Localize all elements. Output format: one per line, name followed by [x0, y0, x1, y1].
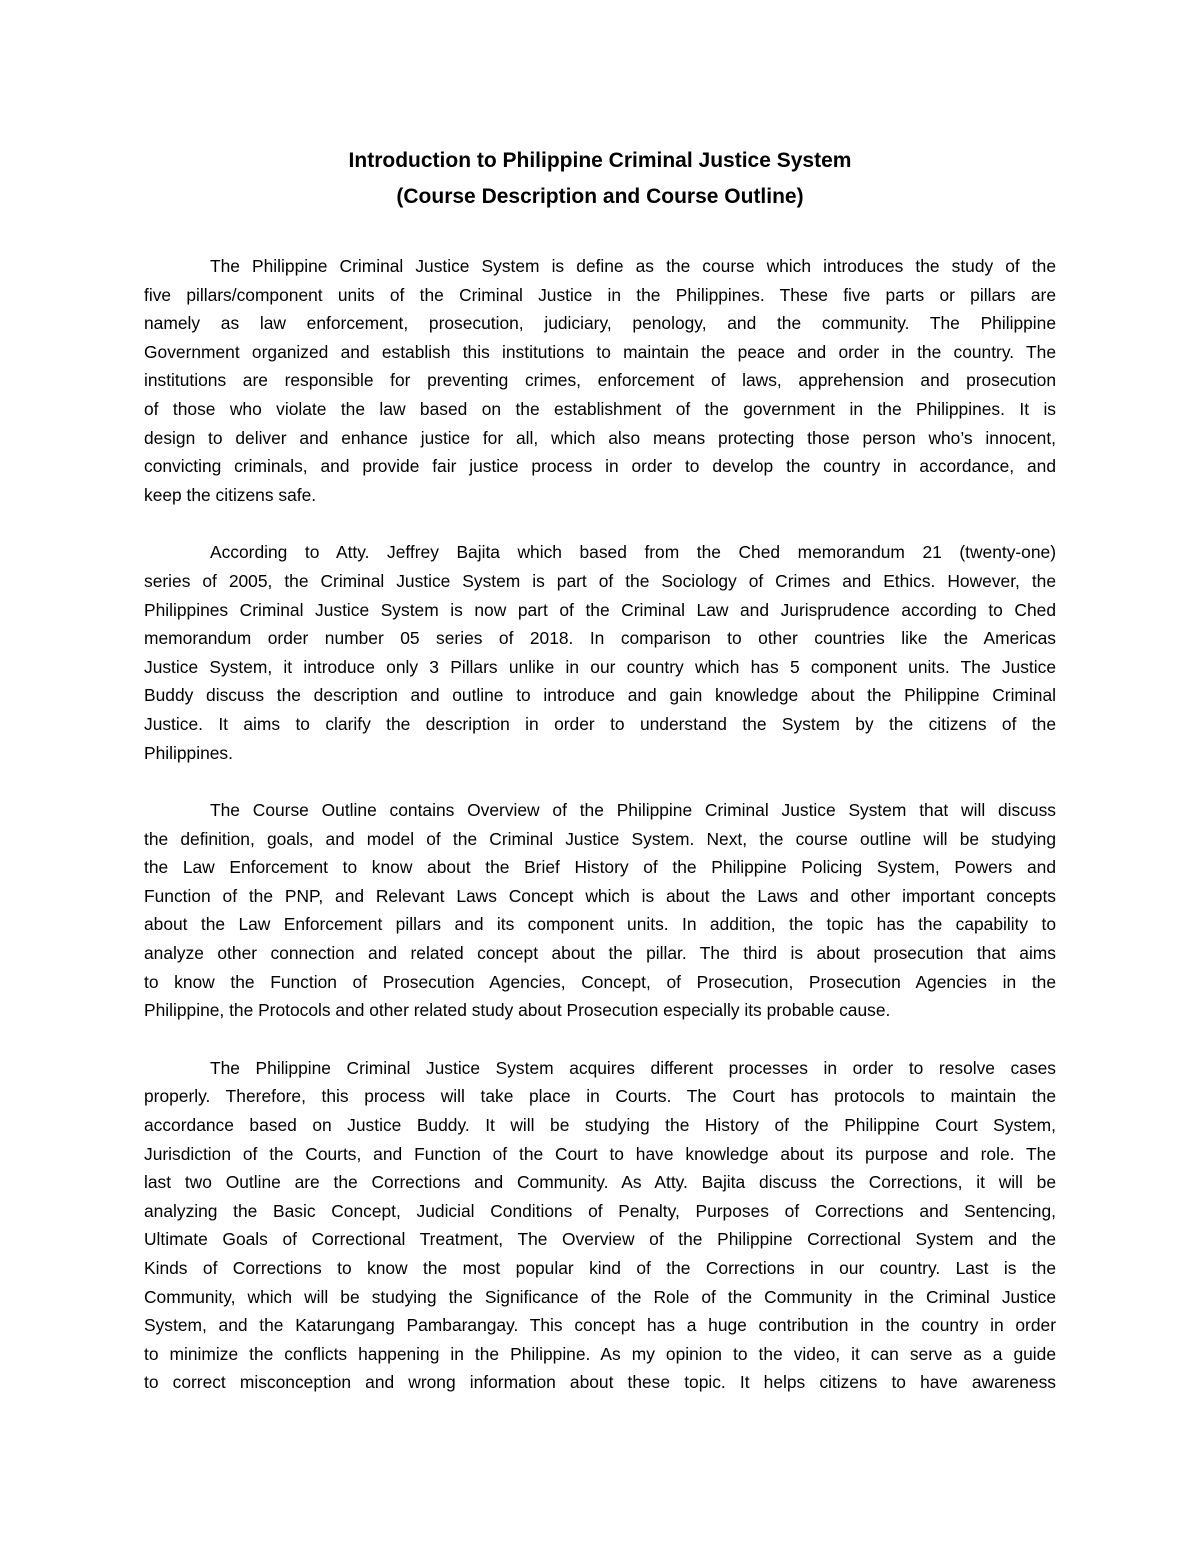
document-title: Introduction to Philippine Criminal Justice System — [348, 149, 852, 172]
paragraph-4 — [144, 1054, 1056, 1397]
document-subtitle: (Course Description and Course Outline) — [396, 185, 804, 208]
paragraph-line: convicting criminals, and provide fair justice process in order to develop the country in accordance, and — [144, 456, 1056, 477]
paragraph-3 — [144, 796, 1056, 1025]
paragraph-line: five pillars/component units of the Criminal Justice in the Philippines. These five parts or pillars are — [144, 284, 1056, 305]
paragraph-line: to correct misconception and wrong information about these topic. It helps citizens to have awareness — [144, 1372, 1056, 1393]
paragraph-line: Justice System, it introduce only 3 Pillars unlike in our country which has 5 component units. The Justice — [144, 656, 1056, 677]
paragraph-1 — [144, 252, 1056, 509]
paragraph-line: According to Atty. Jeffrey Bajita which based from the Ched memorandum 21 (twenty-one) — [210, 542, 1056, 563]
paragraph-line: Ultimate Goals of Correctional Treatment, The Overview of the Philippine Correctional System and the — [144, 1229, 1056, 1250]
paragraph-line: Jurisdiction of the Courts, and Function of the Court to have knowledge about its purpose and role. The — [144, 1143, 1056, 1164]
paragraph-line: the definition, goals, and model of the Criminal Justice System. Next, the course outline will be studying — [144, 828, 1056, 849]
paragraph-line: of those who violate the law based on the establishment of the government in the Philippines. It is — [144, 398, 1056, 419]
paragraph-line: design to deliver and enhance justice for all, which also means protecting those person who’s innocent, — [144, 427, 1056, 448]
paragraph-line: last two Outline are the Corrections and Community. As Atty. Bajita discuss the Corrections, it will be — [144, 1172, 1056, 1193]
paragraph-line: System, and the Katarungang Pambarangay. This concept has a huge contribution in the country in order — [144, 1315, 1056, 1336]
paragraph-line: Justice. It aims to clarify the description in order to understand the System by the citizens of the — [144, 713, 1056, 734]
paragraph-line: namely as law enforcement, prosecution, judiciary, penology, and the community. The Philippine — [144, 313, 1056, 334]
paragraph-line: memorandum order number 05 series of 2018. In comparison to other countries like the Americas — [144, 628, 1056, 649]
paragraph-line: Philippines. — [144, 742, 233, 763]
paragraph-line: Function of the PNP, and Relevant Laws Concept which is about the Laws and other important concepts — [144, 885, 1056, 906]
paragraph-line: analyzing the Basic Concept, Judicial Conditions of Penalty, Purposes of Corrections and Sentencing, — [144, 1200, 1056, 1221]
paragraph-2 — [144, 538, 1056, 767]
paragraph-line: The Philippine Criminal Justice System is define as the course which introduces the study of the — [210, 256, 1056, 276]
paragraph-line: the Law Enforcement to know about the Brief History of the Philippine Policing System, Powers and — [144, 857, 1056, 878]
paragraph-line: to know the Function of Prosecution Agencies, Concept, of Prosecution, Prosecution Agencies in the — [144, 971, 1056, 992]
paragraph-line: Buddy discuss the description and outline to introduce and gain knowledge about the Philippine Criminal — [144, 685, 1056, 706]
paragraph-line: Philippines Criminal Justice System is now part of the Criminal Law and Jurisprudence according to Ched — [144, 599, 1056, 620]
paragraph-line: keep the citizens safe. — [144, 484, 317, 505]
paragraph-line: to minimize the conflicts happening in the Philippine. As my opinion to the video, it can serve as a guide — [144, 1343, 1056, 1364]
paragraph-line: accordance based on Justice Buddy. It will be studying the History of the Philippine Court System, — [144, 1115, 1056, 1136]
paragraph-line: Government organized and establish this institutions to maintain the peace and order in the country. The — [144, 341, 1056, 362]
document-heading — [144, 143, 1056, 215]
paragraph-line: Philippine, the Protocols and other related study about Prosecution especially its probable cause. — [144, 1000, 891, 1021]
paragraph-line: about the Law Enforcement pillars and its component units. In addition, the topic has the capability to — [144, 914, 1056, 935]
paragraph-line: analyze other connection and related concept about the pillar. The third is about prosecution that aims — [144, 943, 1056, 964]
paragraph-line: The Philippine Criminal Justice System acquires different processes in order to resolve cases — [210, 1057, 1056, 1078]
paragraph-line: institutions are responsible for preventing crimes, enforcement of laws, apprehension and prosecution — [144, 370, 1056, 391]
paragraph-line: properly. Therefore, this process will take place in Courts. The Court has protocols to maintain the — [144, 1086, 1056, 1107]
document-body — [144, 252, 1056, 1426]
paragraph-line: The Course Outline contains Overview of the Philippine Criminal Justice System that will discuss — [210, 800, 1056, 821]
paragraph-line: Community, which will be studying the Significance of the Role of the Community in the Criminal Justice — [144, 1286, 1056, 1307]
paragraph-line: Kinds of Corrections to know the most popular kind of the Corrections in our country. Last is the — [144, 1258, 1056, 1278]
paragraph-line: series of 2005, the Criminal Justice System is part of the Sociology of Crimes and Ethics. However, the — [144, 570, 1056, 591]
